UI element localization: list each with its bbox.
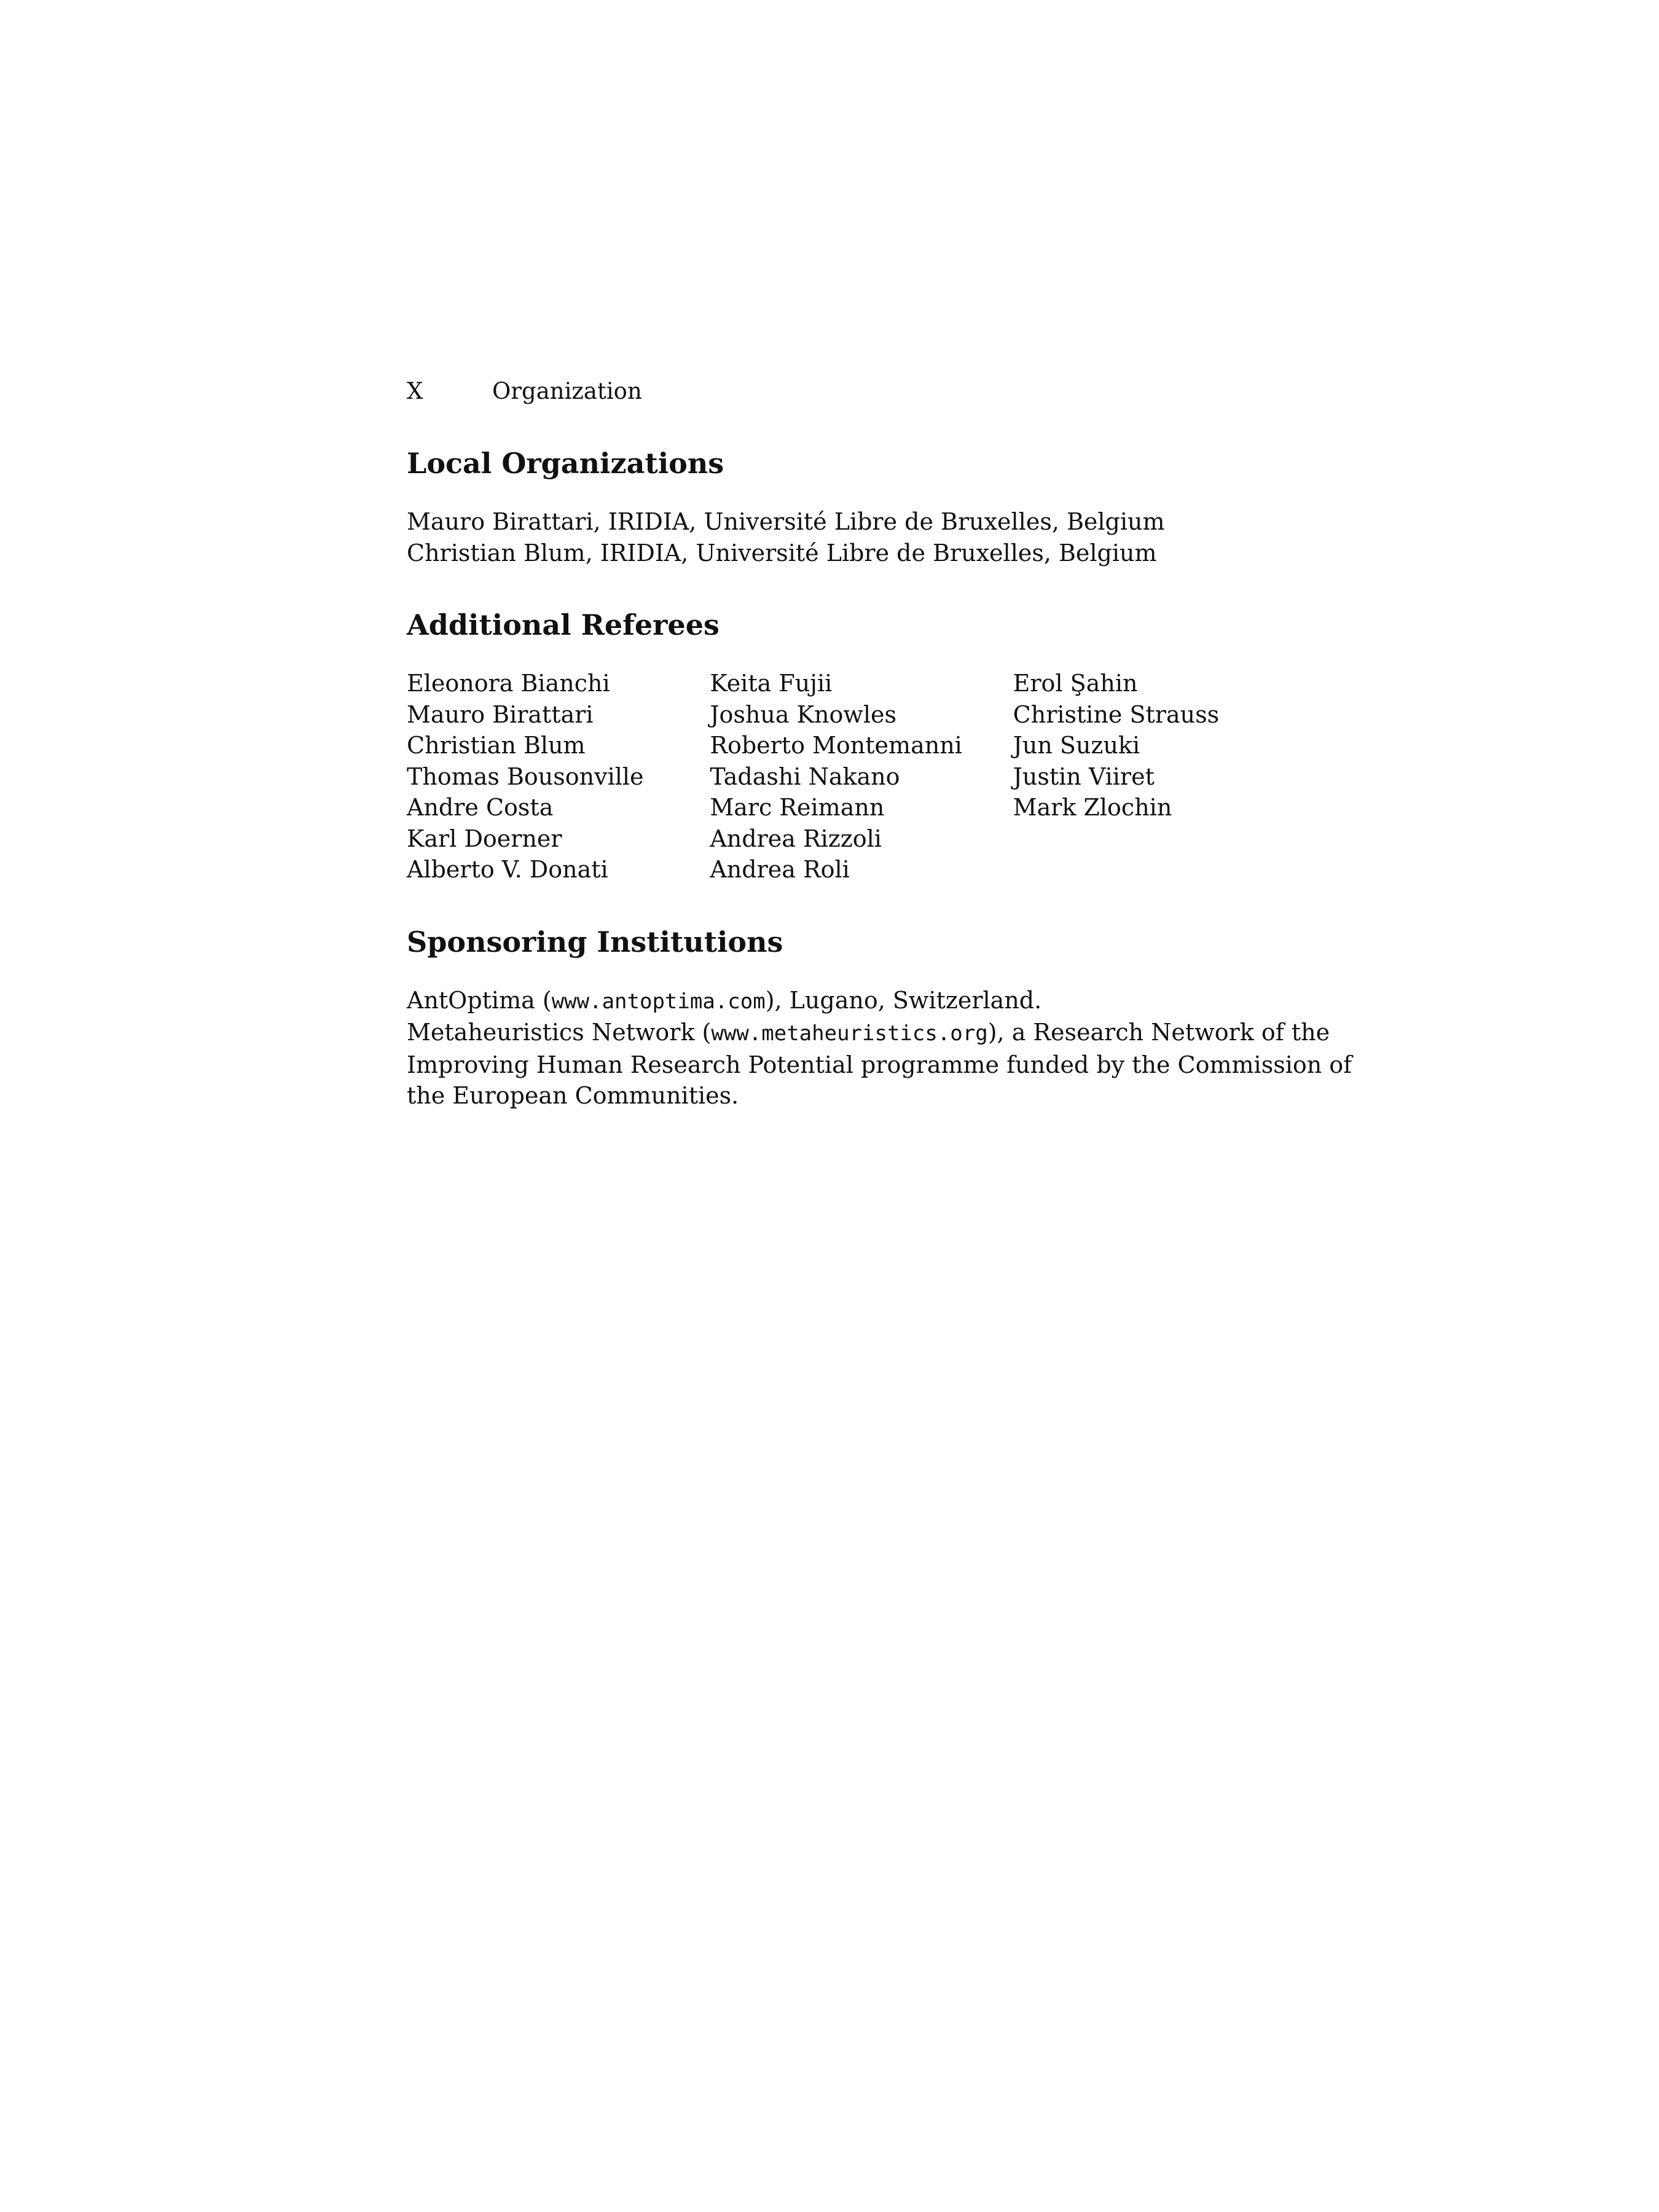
metaheuristics-url: www.metaheuristics.org xyxy=(711,1021,988,1046)
sponsoring-institutions-heading: Sponsoring Institutions xyxy=(407,925,783,959)
local-organizations-heading: Local Organizations xyxy=(407,447,724,480)
referee-name: Eleonora Bianchi xyxy=(407,670,610,697)
referee-name: Roberto Montemanni xyxy=(710,732,962,759)
referee-name: Thomas Bousonville xyxy=(407,763,644,790)
referee-name: Marc Reimann xyxy=(710,794,885,821)
referee-name: Mark Zlochin xyxy=(1013,794,1172,821)
metaheuristics-entry-line2: Improving Human Research Potential programme funded by the Commission of xyxy=(407,1051,1352,1078)
referee-name: Mauro Birattari xyxy=(407,700,594,728)
additional-referees-heading: Additional Referees xyxy=(407,608,720,641)
referee-name: Jun Suzuki xyxy=(1013,732,1140,759)
page-number: X xyxy=(407,378,423,404)
document-page xyxy=(407,376,1352,1112)
sponsoring-institutions-text xyxy=(407,985,1352,1112)
referees-column-1 xyxy=(407,668,710,885)
referee-name: Andrea Rizzoli xyxy=(710,825,882,852)
referee-name: Andre Costa xyxy=(407,794,554,821)
referee-name: Tadashi Nakano xyxy=(710,763,900,790)
referee-name: Joshua Knowles xyxy=(710,700,897,728)
referee-name: Christine Strauss xyxy=(1013,700,1220,728)
referee-name: Karl Doerner xyxy=(407,825,562,852)
referee-name: Alberto V. Donati xyxy=(407,856,608,883)
metaheuristics-entry-line1 xyxy=(407,1017,1330,1049)
referee-name: Christian Blum xyxy=(407,732,586,759)
metaheuristics-prefix: Metaheuristics Network ( xyxy=(407,1019,712,1046)
referee-name: Andrea Roli xyxy=(710,856,850,883)
antoptima-url: www.antoptima.com xyxy=(551,989,766,1014)
metaheuristics-suffix: ), a Research Network of the xyxy=(987,1019,1330,1046)
running-title: Organization xyxy=(492,378,642,404)
referee-name: Keita Fujii xyxy=(710,670,833,697)
antoptima-prefix: AntOptima ( xyxy=(407,986,552,1014)
referee-name: Erol Şahin xyxy=(1013,670,1138,697)
antoptima-entry xyxy=(407,985,1316,1018)
local-organizations-list xyxy=(407,506,1316,568)
local-organization-entry: Mauro Birattari, IRIDIA, Université Libre de Bruxelles, Belgium xyxy=(407,508,1165,535)
referees-column-3 xyxy=(1013,668,1316,885)
referee-name: Justin Viiret xyxy=(1013,763,1155,790)
running-head xyxy=(407,376,1316,407)
local-organization-entry: Christian Blum, IRIDIA, Université Libre de Bruxelles, Belgium xyxy=(407,539,1157,567)
metaheuristics-entry-line3: the European Communities. xyxy=(407,1082,739,1109)
referees-list xyxy=(407,668,1316,885)
referees-column-2 xyxy=(710,668,1013,885)
antoptima-suffix: ), Lugano, Switzerland. xyxy=(765,986,1042,1014)
